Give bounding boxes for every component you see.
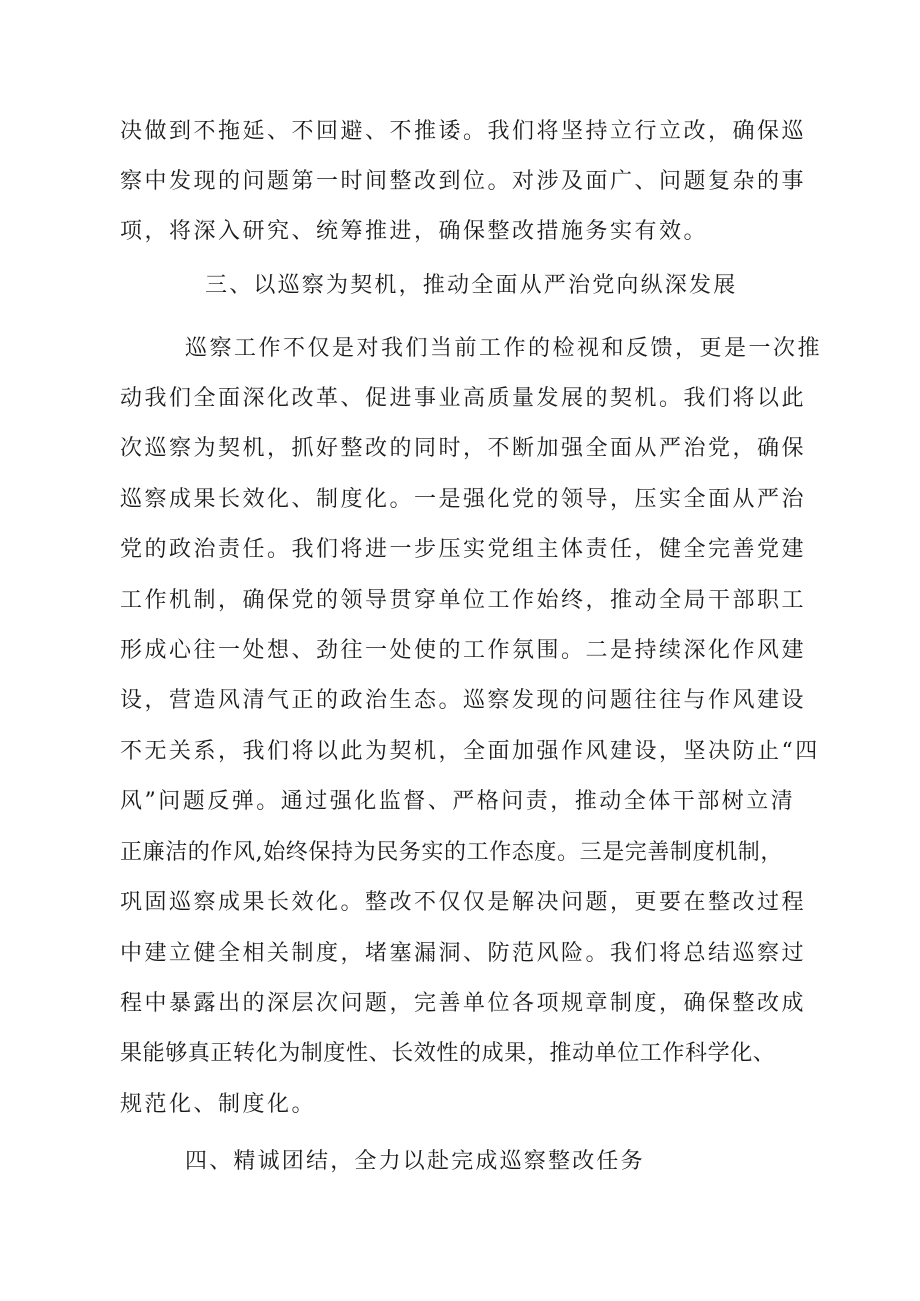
- section-heading-4: 四、精诚团结，全力以赴完成巡察整改任务: [185, 1149, 645, 1174]
- body-text-line: 不无关系，我们将以此为契机，全面加强作风建设，坚决防止“四: [120, 739, 820, 764]
- body-text-line: 正廉洁的作风,始终保持为民务实的工作态度。三是完善制度机制，: [120, 840, 783, 865]
- body-text-line: 巩固巡察成果长效化。整改不仅仅是解决问题，更要在整改过程: [120, 890, 807, 915]
- body-text-line: 规范化、制度化。: [120, 1092, 317, 1117]
- section-heading-3: 三、以巡察为契机，推动全面从严治党向纵深发展: [205, 273, 738, 298]
- body-text-line: 果能够真正转化为制度性、长效性的成果，推动单位工作科学化、: [120, 1041, 776, 1066]
- body-text-line: 设，营造风清气正的政治生态。巡察发现的问题往往与作风建设: [120, 688, 807, 713]
- body-text-line: 工作机制，确保党的领导贯穿单位工作始终，推动全局干部职工: [120, 588, 807, 613]
- body-text-line: 动我们全面深化改革、促进事业高质量发展的契机。我们将以此: [120, 386, 807, 411]
- body-text-line: 中建立健全相关制度，堵塞漏洞、防范风险。我们将总结巡察过: [120, 941, 807, 966]
- body-text-line: 党的政治责任。我们将进一步压实党组主体责任，健全完善党建: [120, 537, 807, 562]
- body-text-line: 决做到不拖延、不回避、不推诿。我们将坚持立行立改，确保巡: [120, 119, 807, 144]
- body-text-line: 程中暴露出的深层次问题，完善单位各项规章制度，确保整改成: [120, 991, 807, 1016]
- body-text-line: 次巡察为契机，抓好整改的同时，不断加强全面从严治党，确保: [120, 436, 807, 461]
- body-text-line: 巡察成果长效化、制度化。一是强化党的领导，压实全面从严治: [120, 487, 807, 512]
- body-text-line: 巡察工作不仅是对我们当前工作的检视和反馈，更是一次推: [185, 336, 823, 361]
- body-text-line: 项，将深入研究、统筹推进，确保整改措施务实有效。: [120, 219, 709, 244]
- body-text-line: 察中发现的问题第一时间整改到位。对涉及面广、问题复杂的事: [120, 169, 807, 194]
- body-text-line: 形成心往一处想、劲往一处使的工作氛围。二是持续深化作风建: [120, 638, 807, 663]
- body-text-line: 风”问题反弹。通过强化监督、严格问责，推动全体干部树立清: [120, 789, 796, 814]
